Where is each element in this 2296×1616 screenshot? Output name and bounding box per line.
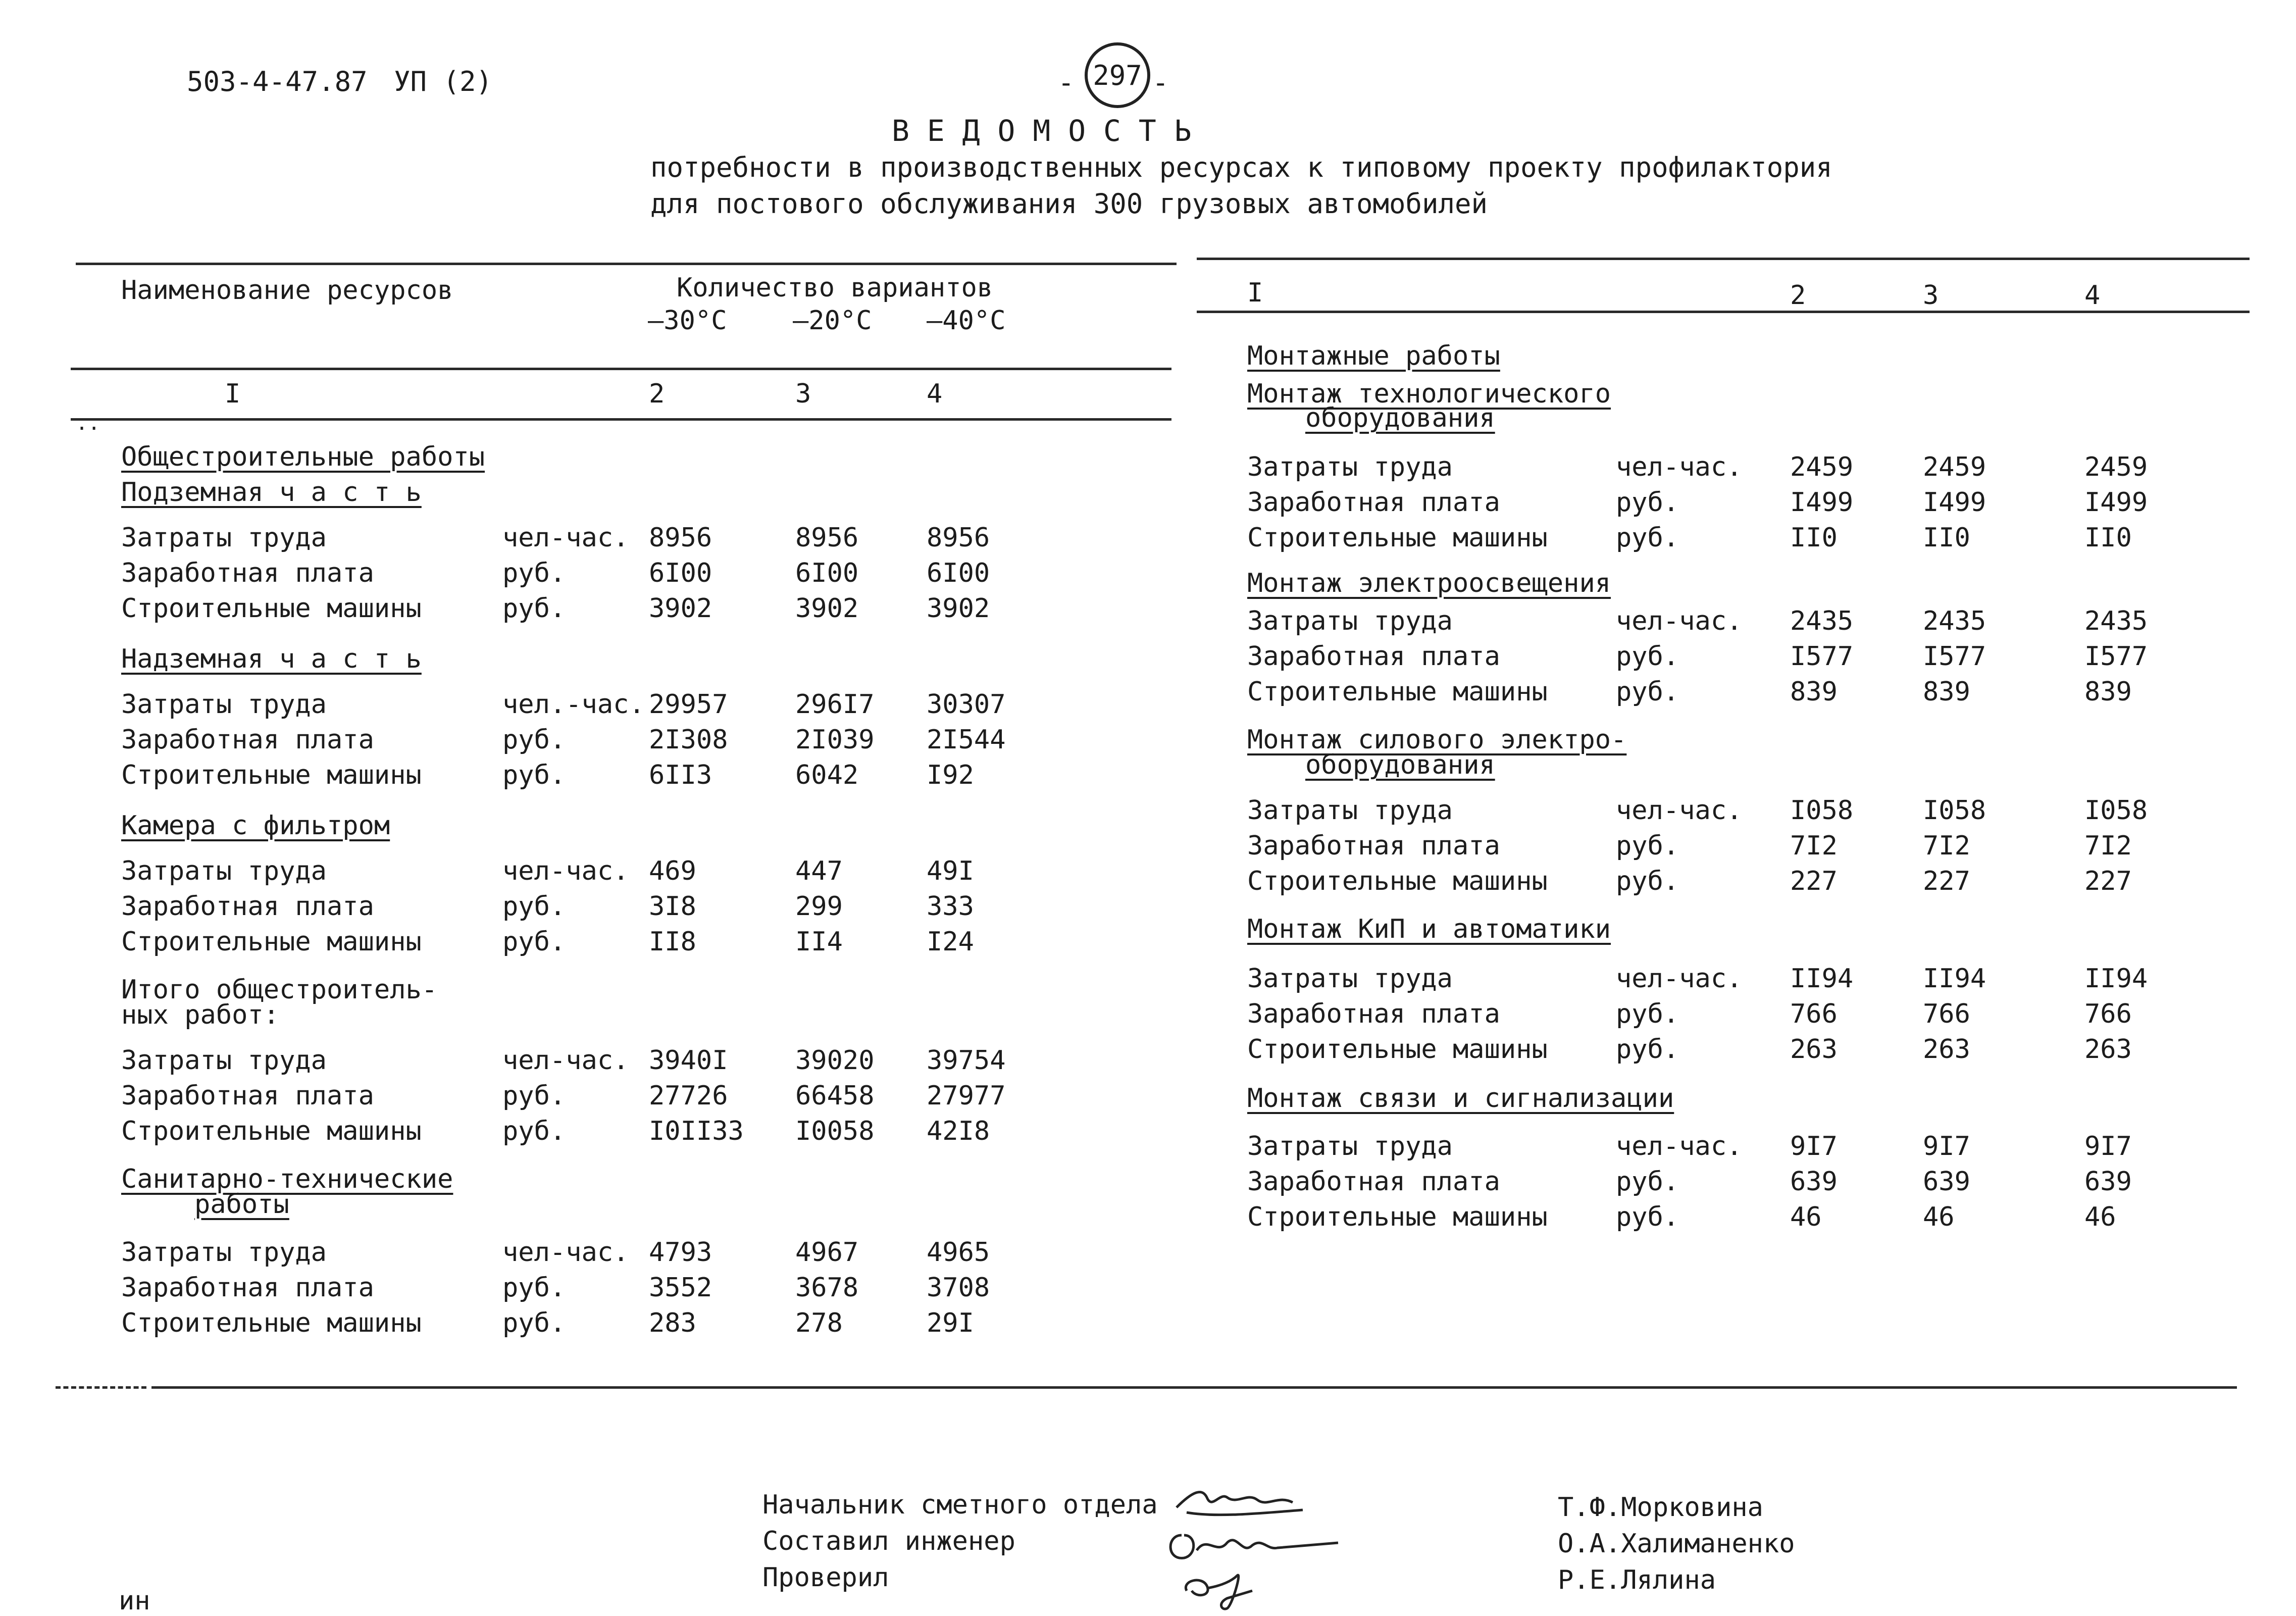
row-unit: руб. <box>502 593 566 624</box>
row-label: Заработная плата <box>1247 831 1500 861</box>
row-value-col3: 839 <box>1923 677 1970 707</box>
m5-title: Монтаж связи и сигнализации <box>1247 1083 1674 1114</box>
row-value-col4: 639 <box>2084 1167 2132 1197</box>
row-label: Строительные машины <box>121 1116 422 1146</box>
row-label: Затраты труда <box>1247 606 1453 636</box>
row-value-col2: 227 <box>1790 866 1838 896</box>
row-value-col4: 333 <box>927 891 974 922</box>
row-value-col2: 839 <box>1790 677 1838 707</box>
row-label: Заработная плата <box>121 891 374 922</box>
row-label: Строительные машины <box>121 1308 422 1338</box>
row-value-col3: 3678 <box>795 1273 859 1303</box>
row-unit: чел-час. <box>502 1045 629 1076</box>
row-value-col3: 2435 <box>1923 606 1986 636</box>
bottom-rule <box>151 1386 2237 1389</box>
row-value-col3: I058 <box>1923 795 1986 826</box>
page-dash-right: - <box>1152 67 1169 98</box>
row-value-col4: I499 <box>2084 487 2148 518</box>
row-label: Заработная плата <box>121 1273 374 1303</box>
row-value-col2: 283 <box>649 1308 696 1338</box>
sub-filter-chamber: Камера с фильтром <box>121 811 390 841</box>
row-value-col2: 2435 <box>1790 606 1854 636</box>
row-value-col2: I577 <box>1790 641 1854 672</box>
row-value-col2: I499 <box>1790 487 1854 518</box>
temp-col4: –40°C <box>927 306 1006 336</box>
row-value-col3: 9I7 <box>1923 1131 1970 1162</box>
row-value-col3: II94 <box>1923 964 1986 994</box>
row-value-col2: 27726 <box>649 1081 728 1111</box>
r-col-number-1: I <box>1247 278 1263 308</box>
m1-line2: оборудования <box>1305 403 1495 433</box>
row-label: Затраты труда <box>121 1045 327 1076</box>
total-line1: Итого общестроитель- <box>121 975 438 1005</box>
row-label: Строительные машины <box>1247 1034 1548 1065</box>
row-label: Заработная плата <box>121 1081 374 1111</box>
page-number-text: 297 <box>1093 59 1142 91</box>
row-unit: руб. <box>502 1116 566 1146</box>
row-value-col3: II0 <box>1923 523 1970 553</box>
col-number-4: 4 <box>927 379 943 409</box>
row-value-col4: I577 <box>2084 641 2148 672</box>
row-value-col3: 46 <box>1923 1202 1955 1232</box>
row-value-col3: 766 <box>1923 999 1970 1029</box>
row-value-col2: I058 <box>1790 795 1854 826</box>
row-value-col4: I92 <box>927 760 974 790</box>
col-number-1: I <box>225 379 241 409</box>
row-value-col4: 766 <box>2084 999 2132 1029</box>
doc-part: УП (2) <box>394 66 493 97</box>
row-unit: руб. <box>502 1308 566 1338</box>
row-label: Затраты труда <box>1247 964 1453 994</box>
row-value-col4: 49I <box>927 856 974 886</box>
row-label: Строительные машины <box>121 927 422 957</box>
row-label: Затраты труда <box>121 689 327 720</box>
row-unit: руб. <box>1616 866 1679 896</box>
row-value-col3: 39020 <box>795 1045 875 1076</box>
row-value-col3: 4967 <box>795 1237 859 1268</box>
left-table-top-rule <box>76 263 1177 265</box>
role-engineer: Составил инженер <box>762 1526 1015 1556</box>
col-number-3: 3 <box>795 379 811 409</box>
row-label: Строительные машины <box>1247 677 1548 707</box>
right-table-number-rule <box>1197 311 2250 313</box>
row-unit: чел-час. <box>502 1237 629 1268</box>
name-1: Т.Ф.Морковина <box>1558 1492 1763 1523</box>
sub-aboveground: Надземная ч а с т ь <box>121 644 422 674</box>
row-value-col3: 296I7 <box>795 689 875 720</box>
sanit-line2: работы <box>194 1189 289 1220</box>
row-label: Заработная плата <box>1247 1167 1500 1197</box>
temp-col2: –30°C <box>648 306 727 336</box>
row-unit: чел-час. <box>1616 606 1743 636</box>
left-table-number-rule <box>71 418 1171 421</box>
row-value-col2: 3552 <box>649 1273 712 1303</box>
row-value-col4: 227 <box>2084 866 2132 896</box>
row-unit: руб. <box>502 558 566 588</box>
left-margin-mark: .. <box>76 412 100 435</box>
r-col-number-4: 4 <box>2084 280 2101 311</box>
row-unit: руб. <box>502 927 566 957</box>
row-value-col2: 7I2 <box>1790 831 1838 861</box>
page-number <box>1085 42 1150 108</box>
row-value-col2: 3I8 <box>649 891 696 922</box>
row-label: Затраты труда <box>121 856 327 886</box>
row-unit: руб. <box>1616 487 1679 518</box>
row-unit: чел.-час. <box>502 689 645 720</box>
row-unit: руб. <box>1616 831 1679 861</box>
row-value-col2: II94 <box>1790 964 1854 994</box>
row-unit: руб. <box>502 760 566 790</box>
row-label: Строительные машины <box>1247 866 1548 896</box>
section-installation-works: Монтажные работы <box>1247 341 1500 371</box>
row-value-col2: II8 <box>649 927 696 957</box>
row-unit: руб. <box>502 725 566 755</box>
row-value-col4: I058 <box>2084 795 2148 826</box>
row-value-col2: 6II3 <box>649 760 712 790</box>
row-label: Заработная плата <box>1247 999 1500 1029</box>
row-value-col2: 3902 <box>649 593 712 624</box>
row-value-col3: 8956 <box>795 523 859 553</box>
row-value-col3: 6I00 <box>795 558 859 588</box>
row-unit: чел-час. <box>1616 452 1743 482</box>
row-value-col4: 42I8 <box>927 1116 990 1146</box>
row-value-col3: 639 <box>1923 1167 1970 1197</box>
bottom-dash-left <box>56 1386 146 1389</box>
row-value-col3: 299 <box>795 891 843 922</box>
row-value-col2: 8956 <box>649 523 712 553</box>
row-unit: чел-час. <box>502 523 629 553</box>
r-col-number-2: 2 <box>1790 280 1806 311</box>
row-label: Заработная плата <box>121 558 374 588</box>
row-value-col4: 27977 <box>927 1081 1006 1111</box>
row-label: Заработная плата <box>121 725 374 755</box>
row-unit: руб. <box>1616 677 1679 707</box>
row-value-col4: II0 <box>2084 523 2132 553</box>
row-value-col3: 447 <box>795 856 843 886</box>
row-value-col4: 29I <box>927 1308 974 1338</box>
row-value-col4: 2I544 <box>927 725 1006 755</box>
row-value-col2: 6I00 <box>649 558 712 588</box>
m1-line1: Монтаж технологического <box>1247 379 1611 409</box>
row-value-col4: 46 <box>2084 1202 2116 1232</box>
m3-line1: Монтаж силового электро- <box>1247 725 1627 755</box>
row-value-col4: 2459 <box>2084 452 2148 482</box>
m3-line2: оборудования <box>1305 750 1495 780</box>
header-variants: Количество вариантов <box>677 273 993 303</box>
role-checked: Проверил <box>762 1562 889 1593</box>
row-value-col2: 263 <box>1790 1034 1838 1065</box>
row-unit: руб. <box>1616 641 1679 672</box>
sub-underground: Подземная ч а с т ь <box>121 477 422 508</box>
row-value-col4: II94 <box>2084 964 2148 994</box>
row-value-col3: I0058 <box>795 1116 875 1146</box>
row-label: Затраты труда <box>1247 795 1453 826</box>
row-value-col3: 6042 <box>795 760 859 790</box>
m2-title: Монтаж электроосвещения <box>1247 568 1611 598</box>
row-value-col3: 66458 <box>795 1081 875 1111</box>
signature-3 <box>1177 1560 1288 1611</box>
name-2: О.А.Халиманенко <box>1558 1529 1795 1559</box>
row-unit: чел-час. <box>1616 1131 1743 1162</box>
section-general-works: Общестроительные работы <box>121 442 485 472</box>
row-value-col4: 2435 <box>2084 606 2148 636</box>
row-label: Строительные машины <box>121 760 422 790</box>
row-label: Затраты труда <box>121 1237 327 1268</box>
row-value-col3: 278 <box>795 1308 843 1338</box>
sanit-line1: Санитарно-технические <box>121 1164 453 1194</box>
signature-2 <box>1161 1520 1343 1566</box>
row-value-col4: 4965 <box>927 1237 990 1268</box>
row-value-col4: 7I2 <box>2084 831 2132 861</box>
row-label: Строительные машины <box>1247 1202 1548 1232</box>
page-title: В Е Д О М О С Т Ь <box>892 114 1192 148</box>
row-value-col4: 3902 <box>927 593 990 624</box>
page-dash-left: - <box>1058 67 1075 98</box>
role-head-estimates: Начальник сметного отдела <box>762 1490 1158 1520</box>
row-label: Заработная плата <box>1247 487 1500 518</box>
row-value-col4: 9I7 <box>2084 1131 2132 1162</box>
row-unit: руб. <box>1616 999 1679 1029</box>
row-value-col3: I577 <box>1923 641 1986 672</box>
row-value-col4: 839 <box>2084 677 2132 707</box>
row-value-col3: II4 <box>795 927 843 957</box>
row-label: Заработная плата <box>1247 641 1500 672</box>
row-value-col3: 263 <box>1923 1034 1970 1065</box>
row-value-col2: 639 <box>1790 1167 1838 1197</box>
row-value-col2: 469 <box>649 856 696 886</box>
temp-col3: –20°C <box>793 306 872 336</box>
subtitle-line2: для постового обслуживания 300 грузовых автомобилей <box>650 188 1488 220</box>
r-col-number-3: 3 <box>1923 280 1939 311</box>
name-3: Р.Е.Лялина <box>1558 1565 1716 1595</box>
row-unit: руб. <box>502 1081 566 1111</box>
row-unit: руб. <box>502 891 566 922</box>
row-unit: чел-час. <box>1616 964 1743 994</box>
row-value-col2: 766 <box>1790 999 1838 1029</box>
row-unit: руб. <box>1616 1034 1679 1065</box>
left-table-header-rule <box>71 368 1171 370</box>
row-value-col2: II0 <box>1790 523 1838 553</box>
header-resource-name: Наименование ресурсов <box>121 275 453 306</box>
total-line2: ных работ: <box>121 1000 280 1030</box>
row-label: Затраты труда <box>1247 1131 1453 1162</box>
row-unit: руб. <box>1616 1202 1679 1232</box>
footer-mark: ин <box>119 1586 150 1616</box>
row-value-col2: 46 <box>1790 1202 1822 1232</box>
row-value-col4: 263 <box>2084 1034 2132 1065</box>
row-value-col4: 8956 <box>927 523 990 553</box>
row-value-col3: 3902 <box>795 593 859 624</box>
row-value-col4: 39754 <box>927 1045 1006 1076</box>
row-unit: руб. <box>502 1273 566 1303</box>
row-value-col4: 3708 <box>927 1273 990 1303</box>
subtitle-line1: потребности в производственных ресурсах к типовому проекту профилактория <box>650 152 1832 183</box>
row-unit: руб. <box>1616 523 1679 553</box>
doc-code: 503-4-47.87 <box>187 66 368 97</box>
row-value-col3: 227 <box>1923 866 1970 896</box>
row-value-col2: 3940I <box>649 1045 728 1076</box>
row-value-col2: 4793 <box>649 1237 712 1268</box>
row-value-col2: 29957 <box>649 689 728 720</box>
row-value-col2: 2I308 <box>649 725 728 755</box>
col-number-2: 2 <box>649 379 665 409</box>
row-value-col2: 9I7 <box>1790 1131 1838 1162</box>
row-value-col3: 2I039 <box>795 725 875 755</box>
right-table-top-rule <box>1197 258 2250 260</box>
row-label: Затраты труда <box>121 523 327 553</box>
row-value-col3: I499 <box>1923 487 1986 518</box>
row-label: Строительные машины <box>121 593 422 624</box>
row-value-col2: I0II33 <box>649 1116 744 1146</box>
row-value-col4: I24 <box>927 927 974 957</box>
row-label: Затраты труда <box>1247 452 1453 482</box>
m4-title: Монтаж КиП и автоматики <box>1247 914 1611 944</box>
row-value-col3: 2459 <box>1923 452 1986 482</box>
row-unit: чел-час. <box>502 856 629 886</box>
row-unit: чел-час. <box>1616 795 1743 826</box>
row-value-col4: 6I00 <box>927 558 990 588</box>
row-label: Строительные машины <box>1247 523 1548 553</box>
row-unit: руб. <box>1616 1167 1679 1197</box>
row-value-col3: 7I2 <box>1923 831 1970 861</box>
row-value-col2: 2459 <box>1790 452 1854 482</box>
row-value-col4: 30307 <box>927 689 1006 720</box>
